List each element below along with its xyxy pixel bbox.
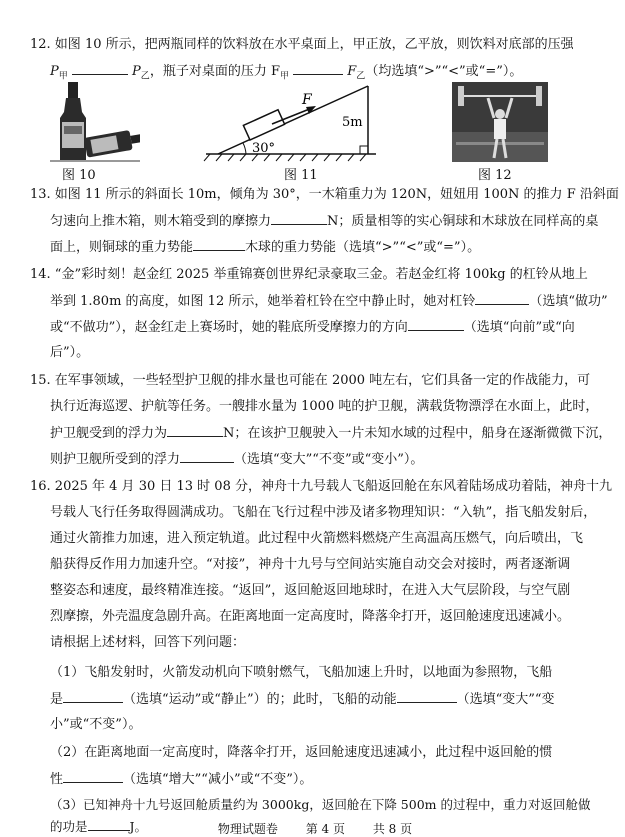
q13-text: N；质量相等的实心铜球和木球放在同样高的桌 [327, 214, 599, 229]
q16-line-6: 烈摩擦，外壳温度急剧升高。在距离地面一定高度时，降落伞打开，返回舱速度迅速减小。 [50, 609, 571, 624]
answer-blank[interactable] [167, 424, 223, 437]
footer-page-number: 第 4 页 [305, 822, 345, 836]
page-footer [180, 820, 450, 837]
q15-text: （选填“变大”“不变”或“变小”）。 [234, 452, 424, 467]
q12-line-1: 12. 如图 10 所示，把两瓶同样的饮料放在水平桌面上，甲正放，乙平放，则饮料对底部的压强 [30, 37, 574, 52]
q16-text: （选填“运动”或“静止”）的；此时，飞船的动能 [123, 692, 397, 707]
q13-text: 面上，则铜球的重力势能 [50, 240, 194, 255]
q13-line-1: 13. 如图 11 所示的斜面长 10m，倾角为 30°，一木箱重力为 120N，妞妞用 100N 的推力 F 沿斜面 [30, 187, 619, 202]
angle-label: 30° [252, 141, 276, 156]
q15-line-1: 15. 在军事领域，一些轻型护卫舰的排水量也可能在 2000 吨左右，它们具备一定的作战能力，可 [30, 373, 591, 388]
q16-sub3-line-1: （3）已知神舟十九号返回舱质量约为 3000kg，返回舱在下降 500m 的过程中，重力对返回舱做 [50, 797, 591, 812]
answer-blank[interactable] [475, 292, 529, 305]
sub-jia: 甲 [58, 71, 68, 82]
q14-line-4: 后”）。 [50, 345, 90, 360]
q13-line-2 [50, 212, 598, 231]
q12-text: （均选填“>”“<”或“=”）。 [365, 64, 523, 79]
q16-line-7: 请根据上述材料，回答下列问题： [50, 635, 246, 650]
figure-12-weightlifter-photo [452, 82, 548, 162]
q15-line-2: 执行近海巡逻、护航等任务。一艘排水量为 1000 吨的护卫舰，满载货物漂浮在水面上，此时， [50, 399, 599, 414]
q15-text: 则护卫舰所受到的浮力 [50, 452, 181, 467]
answer-blank[interactable] [72, 62, 128, 75]
q13-text: 匀速向上推木箱，则木箱受到的摩擦力 [50, 214, 272, 229]
q14-line-2 [50, 292, 608, 311]
sub-yi: 乙 [356, 71, 366, 82]
q15-line-4 [50, 450, 423, 469]
q15-text: N；在该护卫舰驶入一片未知水域的过程中，船身在逐渐微微下沉， [223, 426, 612, 441]
q16-sub2-line-2 [50, 770, 312, 789]
q16-line-1: 16. 2025 年 4 月 30 日 13 时 08 分，神舟十九号载人飞船返回舱在东风着陆场成功着陆，神舟十九 [30, 479, 612, 494]
q16-text: 性 [50, 772, 64, 787]
q13-text: 木球的重力势能（选填“>”“<”或“=”）。 [245, 240, 481, 255]
var-p: P [132, 64, 141, 79]
q16-line-5: 整姿态和速度，最终精准连接。“返回”，返回舱返回地球时，在进入大气层阶段，与空气剧 [50, 583, 571, 598]
var-p: P [50, 64, 59, 79]
answer-blank[interactable] [180, 450, 234, 463]
answer-blank[interactable] [293, 62, 343, 75]
q15-text: 护卫舰受到的浮力为 [50, 426, 168, 441]
q16-line-4: 船获得反作用力加速升空。“对接”，神舟十九号与空间站实施自动交会对接时，两者逐渐调 [50, 557, 571, 572]
answer-blank[interactable] [88, 818, 130, 831]
sub-jia: 甲 [279, 71, 289, 82]
q16-sub1-line-3: 小”或“不变”）。 [50, 717, 142, 732]
figure-10-bottles [50, 82, 140, 162]
height-label: 5m [342, 115, 363, 130]
q16-sub1-line-2 [50, 690, 555, 709]
q16-text: 是 [50, 692, 64, 707]
force-label: F [302, 92, 312, 108]
q16-sub3-line-2 [50, 818, 147, 836]
answer-blank[interactable] [63, 690, 123, 703]
q12-text: ，瓶子对桌面的压力 F [149, 64, 280, 79]
q14-text: 或“不做功”），赵金红走上赛场时，她的鞋底所受摩擦力的方向 [50, 320, 408, 335]
answer-blank[interactable] [397, 690, 457, 703]
answer-blank[interactable] [271, 212, 327, 225]
q14-line-3 [50, 318, 575, 337]
q16-text: （选填“变大”“变 [456, 692, 555, 707]
q14-text: （选填“做功” [529, 294, 608, 309]
answer-blank[interactable] [193, 238, 245, 251]
q16-text: 的功是 [50, 819, 88, 834]
answer-blank[interactable] [63, 770, 123, 783]
q14-text: （选填“向前”或“向 [463, 320, 575, 335]
q15-line-3 [50, 424, 611, 443]
var-f: F [347, 64, 357, 79]
footer-total-pages: 共 8 页 [372, 822, 413, 836]
footer-title: 物理试题卷 [217, 822, 278, 836]
q16-sub2-line-1: （2）在距离地面一定高度时，降落伞打开，返回舱速度迅速减小，此过程中返回舱的惯 [50, 745, 553, 760]
q16-text: J。 [129, 819, 148, 834]
figure-10-caption: 图 10 [62, 168, 96, 183]
q14-line-1: 14. “金”彩时刻！赵金红 2025 举重锦赛创世界纪录豪取三金。若赵金红将 100kg 的杠铃从地上 [30, 267, 588, 282]
q16-line-3: 通过火箭推力加速，进入预定轨道。此过程中火箭燃料燃烧产生高温高压燃气，向后喷出，飞 [50, 531, 584, 546]
q16-text: （选填“增大”“减小”或“不变”）。 [123, 772, 313, 787]
q16-sub1-line-1: （1）飞船发射时，火箭发动机向下喷射燃气，飞船加速上升时，以地面为参照物，飞船 [50, 665, 553, 680]
q14-text: 举到 1.80m 的高度，如图 12 所示，她举着杠铃在空中静止时，她对杠铃 [50, 294, 476, 309]
figure-11-incline [200, 82, 380, 164]
figure-11-caption: 图 11 [284, 168, 318, 183]
q13-line-3 [50, 238, 480, 257]
sub-yi: 乙 [140, 71, 150, 82]
figure-12-caption: 图 12 [478, 168, 512, 183]
q16-line-2: 号载人飞行任务取得圆满成功。飞船在飞行过程中涉及诸多物理知识：“入轨”，指飞船发射后， [50, 505, 597, 520]
answer-blank[interactable] [408, 318, 464, 331]
